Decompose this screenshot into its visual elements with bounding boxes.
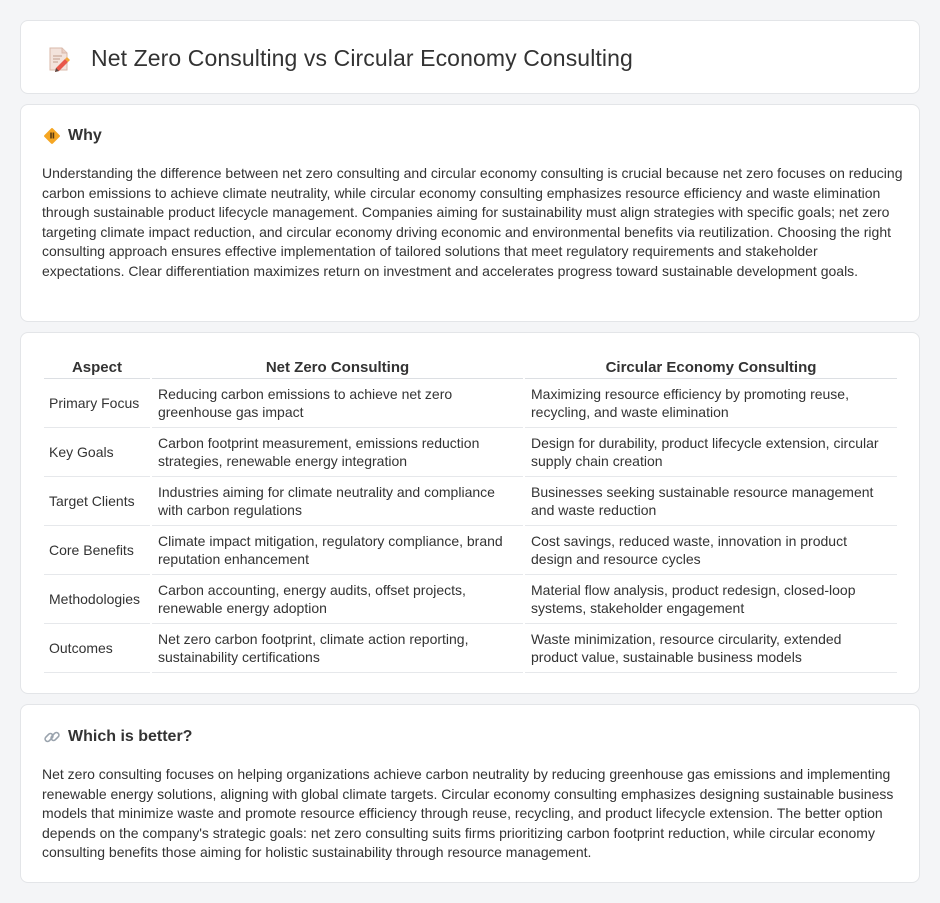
row-aspect: Primary Focus bbox=[44, 379, 150, 428]
row-aspect: Core Benefits bbox=[44, 526, 150, 575]
better-text: Net zero consulting focuses on helping organizations achieve carbon neutrality by reducing greenhouse gas emissions and implementing renewable energy solutions, aligning with global climate targets. Circular economy consulting emphasizes designing sustainable business models that minimize waste and promote resource efficiency through reuse, recycling, and product lifecycle extension. The better option depends on the company's strategic goals: net zero consulting suits firms prioritizing carbon footprint reduction, while circular economy consulting benefits those aiming for holistic sustainability through resource management. bbox=[42, 766, 894, 860]
why-text: Understanding the difference between net zero consulting and circular economy consulting is crucial because net zero focuses on reducing carbon emissions to achieve climate neutrality, while circular economy consulting emphasizes resource efficiency and waste elimination through sustainable product lifecycle management. Companies aiming for sustainability must align strategies with specific goals; net zero targeting climate impact reduction, and circular economy driving economic and environmental benefits via reutilization. Choosing the right consulting approach ensures effective implementation of tailored solutions that meet regulatory requirements and stakeholder expectations. Clear differentiation maximizes return on investment and accelerates progress toward sustainable development goals. bbox=[42, 165, 903, 279]
column-header-circular: Circular Economy Consulting bbox=[525, 351, 897, 379]
page-title: Net Zero Consulting vs Circular Economy Consulting bbox=[91, 45, 633, 71]
table-row bbox=[44, 526, 897, 575]
row-aspect: Key Goals bbox=[44, 428, 150, 477]
table-row bbox=[44, 624, 897, 673]
row-net-zero: Climate impact mitigation, regulatory compliance, brand reputation enhancement bbox=[152, 526, 523, 575]
row-circular: Cost savings, reduced waste, innovation in product design and resource cycles bbox=[525, 526, 897, 575]
table-header-row bbox=[44, 351, 897, 379]
table-row bbox=[44, 428, 897, 477]
row-net-zero: Net zero carbon footprint, climate action reporting, sustainability certifications bbox=[152, 624, 523, 673]
row-aspect: Target Clients bbox=[44, 477, 150, 526]
which-better-card bbox=[20, 704, 920, 883]
diamond-sign-icon bbox=[43, 127, 61, 145]
title-row bbox=[47, 45, 633, 72]
why-card bbox=[20, 104, 920, 322]
row-net-zero: Industries aiming for climate neutrality and compliance with carbon regulations bbox=[152, 477, 523, 526]
column-header-aspect: Aspect bbox=[44, 351, 150, 379]
row-circular: Waste minimization, resource circularity, extended product value, sustainable business models bbox=[525, 624, 897, 673]
row-circular: Businesses seeking sustainable resource management and waste reduction bbox=[525, 477, 897, 526]
comparison-table bbox=[42, 351, 899, 673]
table-row bbox=[44, 575, 897, 624]
comparison-card bbox=[20, 332, 920, 694]
row-circular: Design for durability, product lifecycle extension, circular supply chain creation bbox=[525, 428, 897, 477]
row-aspect: Methodologies bbox=[44, 575, 150, 624]
document-edit-icon bbox=[47, 46, 71, 72]
row-net-zero: Carbon footprint measurement, emissions reduction strategies, renewable energy integration bbox=[152, 428, 523, 477]
table-row bbox=[44, 477, 897, 526]
why-heading-row bbox=[43, 127, 102, 145]
why-heading: Why bbox=[68, 127, 102, 144]
table-row bbox=[44, 379, 897, 428]
title-card bbox=[20, 20, 920, 94]
row-circular: Material flow analysis, product redesign, closed-loop systems, stakeholder engagement bbox=[525, 575, 897, 624]
better-heading: Which is better? bbox=[68, 728, 193, 745]
row-net-zero: Reducing carbon emissions to achieve net zero greenhouse gas impact bbox=[152, 379, 523, 428]
row-circular: Maximizing resource efficiency by promoting reuse, recycling, and waste elimination bbox=[525, 379, 897, 428]
row-aspect: Outcomes bbox=[44, 624, 150, 673]
link-icon bbox=[43, 728, 61, 746]
column-header-net-zero: Net Zero Consulting bbox=[152, 351, 523, 379]
row-net-zero: Carbon accounting, energy audits, offset projects, renewable energy adoption bbox=[152, 575, 523, 624]
better-heading-row bbox=[43, 728, 192, 746]
